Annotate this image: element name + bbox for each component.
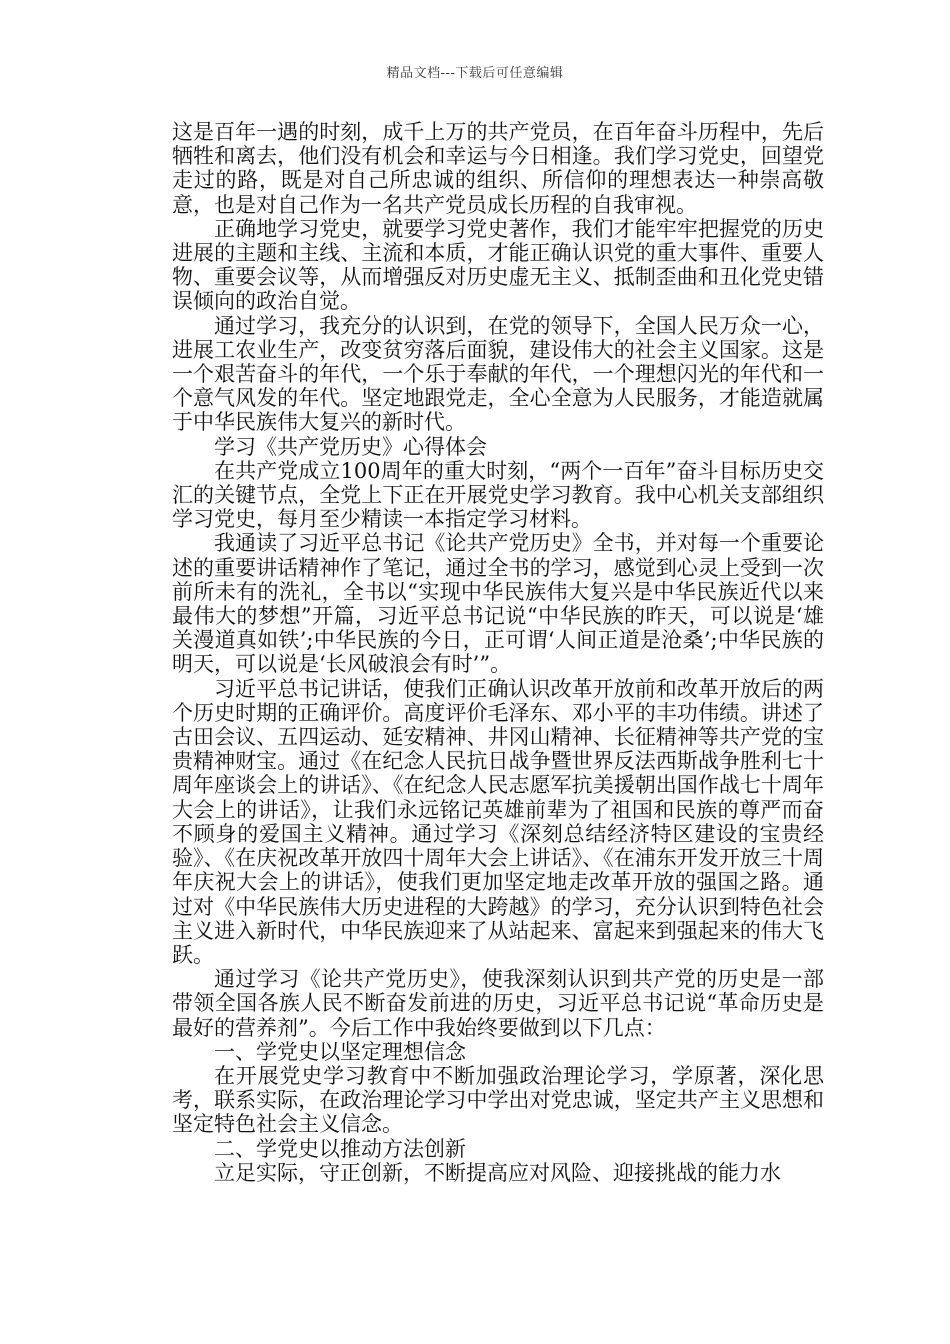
section-title: 学习《共产党历史》心得体会 <box>214 434 487 459</box>
paragraph: 立足实际，守正创新，不断提高应对风险、迎接挑战的能力水 <box>214 1160 781 1185</box>
document-body <box>172 120 824 1185</box>
paragraph: 我通读了习近平总书记《论共产党历史》全书，并对每一个重要论述的重要讲话精神作了笔记，通过全书的学习，感觉到心灵上受到一次前所未有的洗礼，全书以“实现中华民族伟大复兴是中华民族近代以来最伟大的梦想”开篇，习近平总书记说“中华民族的昨天，可以说是‘雄关漫道真如铁’;中华民族的今日，正可谓‘人间正道是沧桑’;中华民族的明天，可以说是‘长风破浪会有时’”。 <box>172 531 824 677</box>
paragraph: 在共产党成立100周年的重大时刻，“两个一百年”奋斗目标历史交汇的关键节点，全党上下正在开展党史学习教育。我中心机关支部组织学习党史，每月至少精读一本指定学习材料。 <box>172 458 824 532</box>
paragraph: 通过学习《论共产党历史》，使我深刻认识到共产党的历史是一部带领全国各族人民不断奋发前进的历史，习近平总书记说“革命历史是最好的营养剂”。今后工作中我始终要做到以下几点： <box>172 967 824 1040</box>
paragraph: 习近平总书记讲话，使我们正确认识改革开放前和改革开放后的两个历史时期的正确评价。高度评价毛泽东、邓小平的丰功伟绩。讲述了古田会议、五四运动、延安精神、井冈山精神、长征精神等共产党的宝贵精神财宝。通过《在纪念人民抗日战争暨世界反法西斯战争胜利七十周年座谈会上的讲话》、《在纪念人民志愿军抗美援朝出国作战七十周年大会上的讲话》，让我们永远铭记英雄前辈为了祖国和民族的尊严而奋不顾身的爱国主义精神。通过学习《深刻总结经济特区建设的宝贵经验》、《在庆祝改革开放四十周年大会上讲话》、《在浦东开发开放三十周年庆祝大会上的讲话》，使我们更加坚定地走改革开放的强国之路。通过对《中华民族伟大历史进程的大跨越》的学习，充分认识到特色社会主义进入新时代，中华民族迎来了从站起来、富起来到强起来的伟大飞跃。 <box>172 676 824 967</box>
list-heading: 一、学党史以坚定理想信念 <box>214 1039 466 1064</box>
paragraph: 通过学习，我充分的认识到，在党的领导下，全国人民万众一心，进展工农业生产，改变贫穷落后面貌，建设伟大的社会主义国家。这是一个艰苦奋斗的年代，一个乐于奉献的年代，一个理想闪光的年代和一个意气风发的年代。坚定地跟党走，全心全意为人民服务，才能造就属于中华民族伟大复兴的新时代。 <box>172 313 824 435</box>
paragraph: 这是百年一遇的时刻，成千上万的共产党员，在百年奋斗历程中，先后牺牲和离去，他们没有机会和幸运与今日相逢。我们学习党史，回望党走过的路，既是对自己所忠诚的组织、所信仰的理想表达一种崇高敬意，也是对自己作为一名共产党员成长历程的自我审视。 <box>172 120 824 217</box>
paragraph: 在开展党史学习教育中不断加强政治理论学习，学原著，深化思考，联系实际，在政治理论学习中学出对党忠诚，坚定共产主义思想和坚定特色社会主义信念。 <box>172 1063 824 1137</box>
paragraph: 正确地学习党史，就要学习党史著作，我们才能牢牢把握党的历史进展的主题和主线、主流和本质，才能正确认识党的重大事件、重要人物、重要会议等，从而增强反对历史虚无主义、抵制歪曲和丑化党史错误倾向的政治自觉。 <box>172 216 824 314</box>
list-heading: 二、学党史以推动方法创新 <box>214 1136 466 1161</box>
page-header: 精品文档---下载后可任意编辑 <box>386 66 564 81</box>
